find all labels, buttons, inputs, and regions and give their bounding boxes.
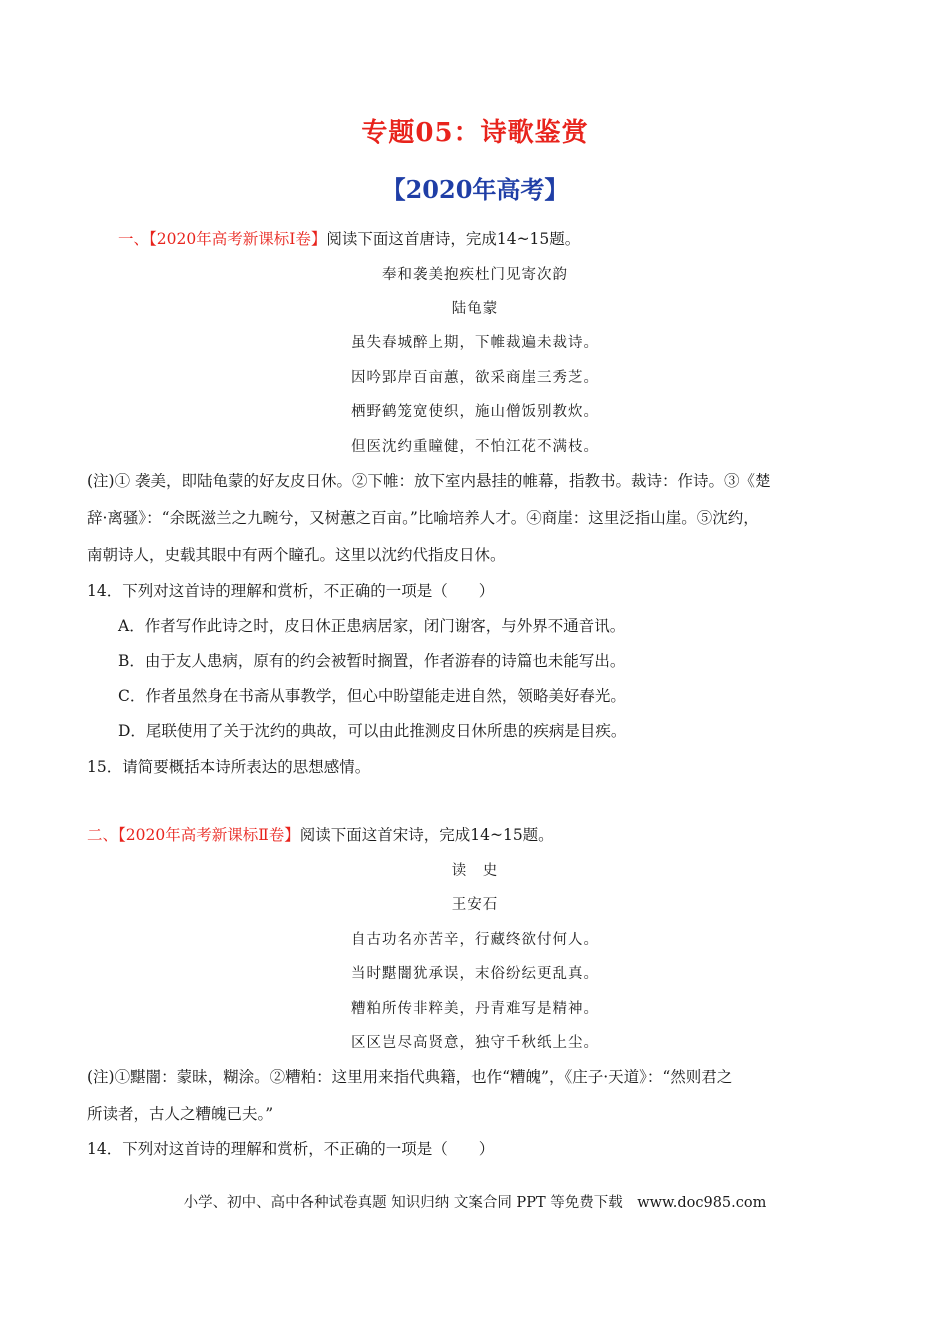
section1-poem-line: 栖野鹤笼宽使织，施山僧饭别教炊。 (351, 404, 599, 420)
section1-option-c: C．作者虽然身在书斋从事教学，但心中盼望能走进自然，领略美好春光。 (118, 687, 626, 705)
section1-source: 【2020年高考新课标Ⅰ卷】 (149, 230, 327, 248)
section2-poem-line: 当时黮闇犹承误，末俗纷纭更乱真。 (351, 966, 599, 982)
page-subtitle: 【2020年高考】 (381, 175, 569, 204)
section2-note: (注)①黮闇：蒙昧，糊涂。②糟粕：这里用来指代典籍，也作“糟魄”，《庄子·天道》：“然则君之 (87, 1068, 733, 1086)
section1-poem-line: 虽失春城醉上期，下帷裁遍未裁诗。 (351, 335, 599, 351)
section1-note: 辞·离骚》：“余既滋兰之九畹兮，又树蕙之百亩。”比喻培养人才。④商崖：这里泛指山崖。⑤沈约， (87, 509, 759, 527)
section1-note: (注)① 袭美，即陆龟蒙的好友皮日休。②下帷：放下室内悬挂的帷幕，指教书。裁诗：作诗。③《楚 (87, 472, 771, 490)
section1-poem-title: 奉和袭美抱疾杜门见寄次韵 (382, 267, 568, 283)
section1-note: 南朝诗人，史载其眼中有两个瞳孔。这里以沈约代指皮日休。 (87, 546, 506, 564)
section2-poem-title: 读 史 (451, 863, 499, 879)
section2-poem-line: 区区岂尽高贤意，独守千秋纸上尘。 (351, 1035, 599, 1051)
section2-author: 王安石 (451, 897, 499, 913)
section1-poem-line: 但医沈约重瞳健，不怕江花不满枝。 (351, 439, 599, 455)
section2-intro: 阅读下面这首宋诗，完成14~15题。 (299, 826, 554, 844)
page-title: 专题05：诗歌鉴赏 (361, 118, 589, 148)
section1-question-14: 14．下列对这首诗的理解和赏析，不正确的一项是（ ） (87, 582, 495, 600)
section1-poem-line: 因吟郢岸百亩蕙，欲采商崖三秀芝。 (351, 370, 599, 386)
section1-option-d: D．尾联使用了关于沈约的典故，可以由此推测皮日休所患的疾病是目疾。 (118, 722, 627, 740)
section2-index: 二、 (87, 826, 119, 844)
section1-intro: 阅读下面这首唐诗，完成14~15题。 (326, 230, 581, 248)
section2-heading (87, 824, 554, 846)
page-footer: 小学、初中、高中各种试卷真题 知识归纳 文案合同 PPT 等免费下载 www.doc985.com (183, 1195, 767, 1211)
section2-source: 【2020年高考新课标Ⅱ卷】 (118, 826, 300, 844)
section2-note: 所读者，古人之糟魄已夫。” (87, 1105, 274, 1123)
section2-question-14: 14．下列对这首诗的理解和赏析，不正确的一项是（ ） (87, 1140, 495, 1158)
section1-option-b: B．由于友人患病，原有的约会被暂时搁置，作者游春的诗篇也未能写出。 (118, 652, 626, 670)
section1-author: 陆龟蒙 (451, 301, 499, 317)
section1-heading (118, 228, 580, 250)
section1-question-15: 15．请简要概括本诗所表达的思想感情。 (87, 758, 371, 776)
section1-option-a: A．作者写作此诗之时，皮日休正患病居家，闭门谢客，与外界不通音讯。 (118, 617, 626, 635)
section2-poem-line: 自古功名亦苦辛，行藏终欲付何人。 (351, 932, 599, 948)
section2-poem-line: 糟粕所传非粹美，丹青难写是精神。 (351, 1001, 599, 1017)
section1-index: 一、 (118, 230, 150, 248)
